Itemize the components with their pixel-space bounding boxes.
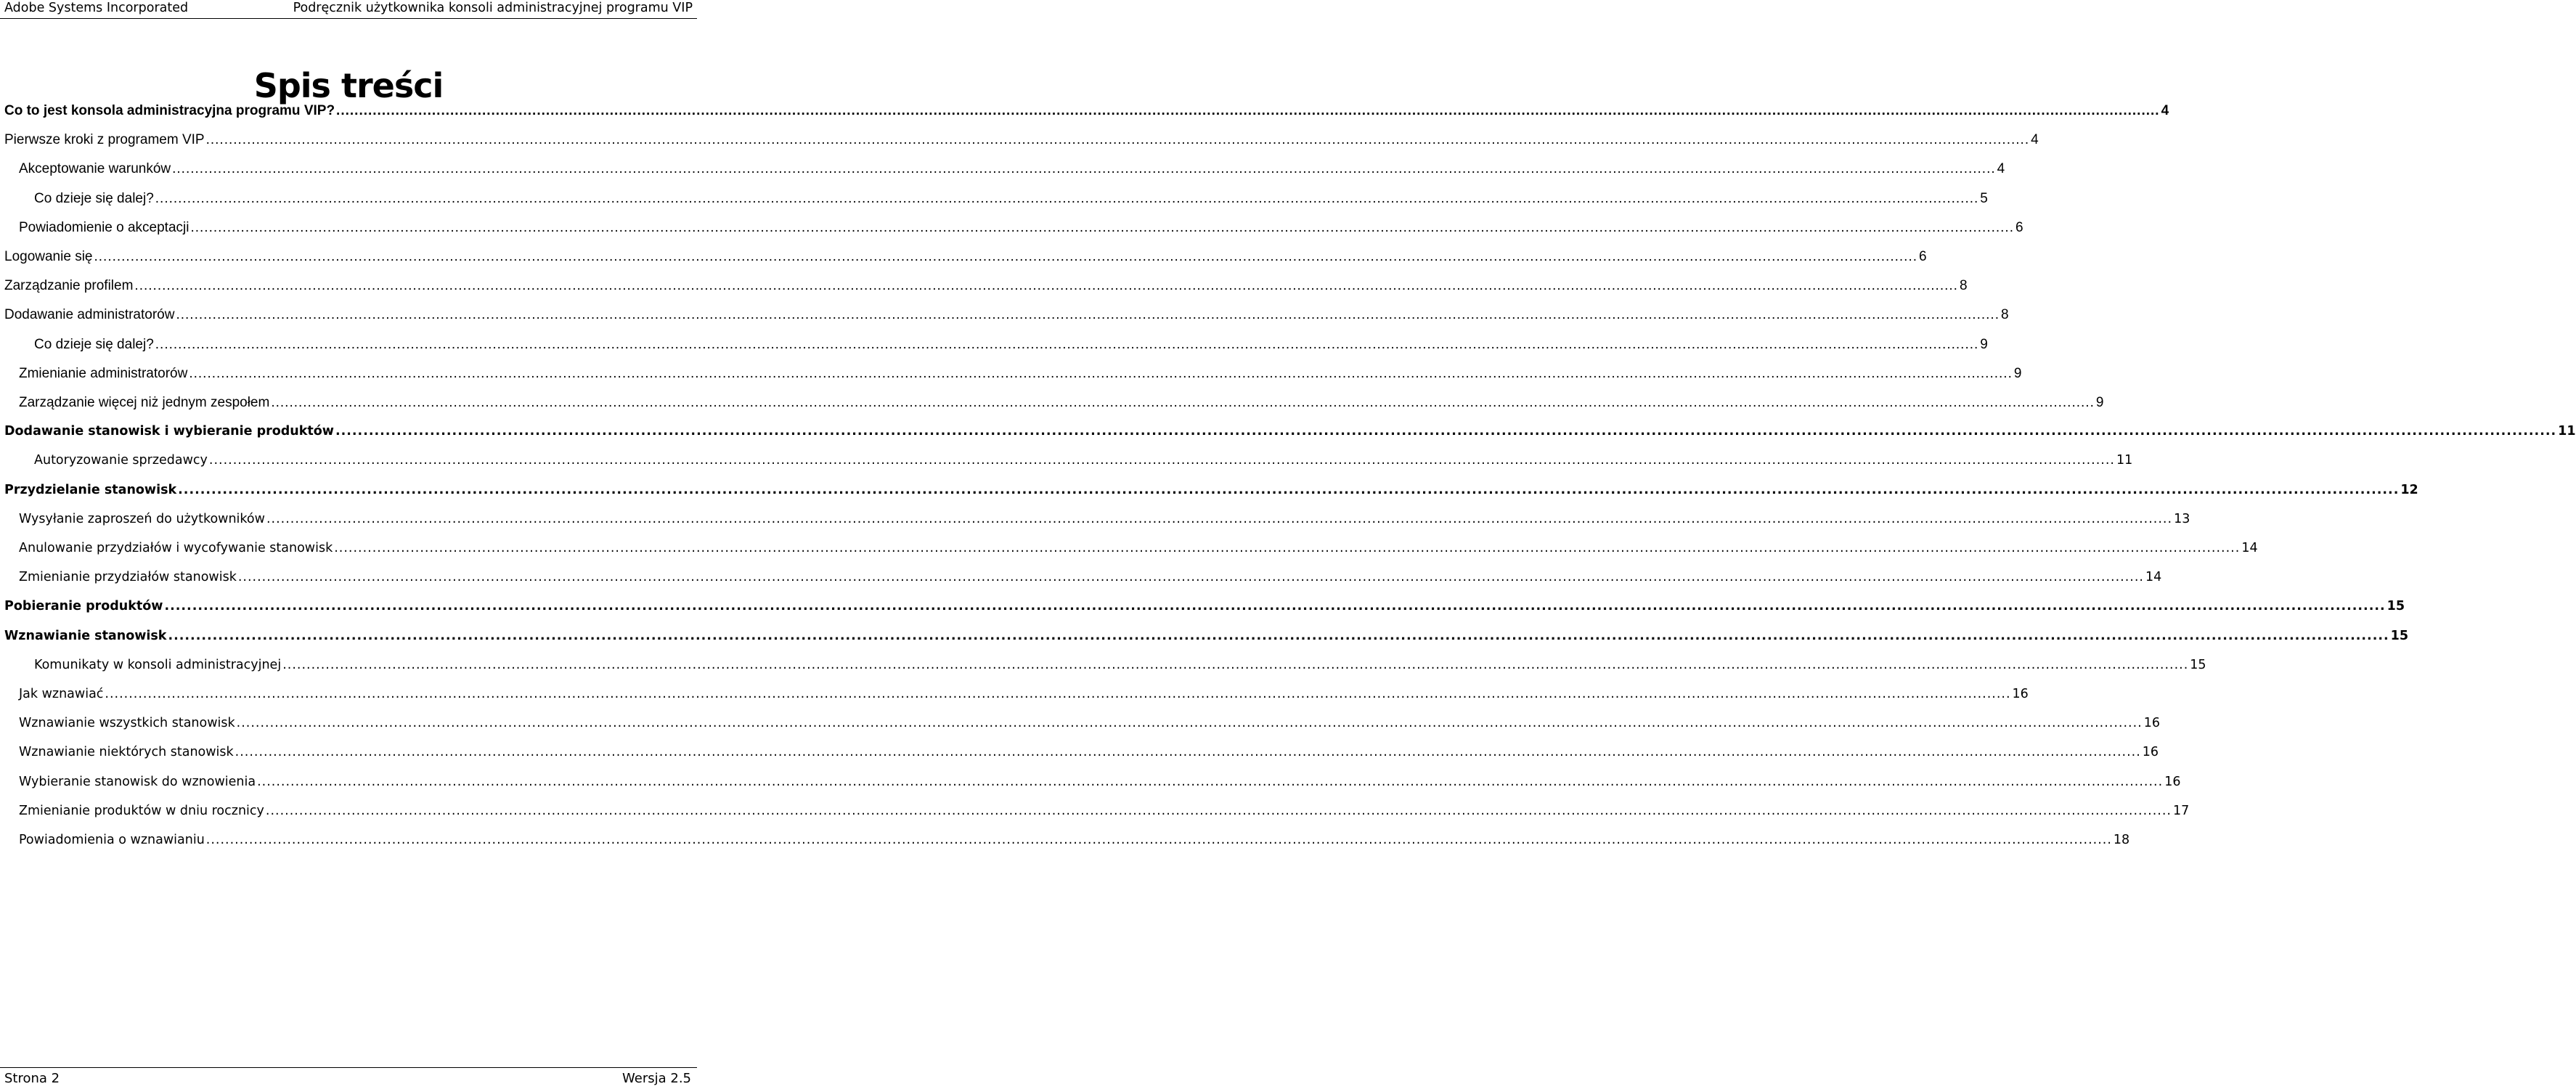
toc-dot-leader: ................................................................................................................................................................................................................................................................................................................................................................................................................ (178, 482, 2400, 497)
toc-dot-leader: ................................................................................................................................................................................................................................................................................................................................................................................................................ (164, 599, 2386, 614)
toc-entry-page: 4 (2031, 132, 2039, 148)
toc-entry[interactable] (0, 307, 2009, 336)
footer-version: Wersja 2.5 (622, 1071, 691, 1086)
toc-entry[interactable] (0, 395, 2104, 424)
toc-entry-label: Przydzielanie stanowisk (4, 482, 177, 497)
page-footer (0, 1067, 697, 1089)
page-title: Spis treści (253, 66, 444, 105)
toc-entry[interactable] (0, 511, 2190, 541)
toc-dot-leader: ................................................................................................................................................................................................................................................................................................................................................................................................................ (282, 657, 2189, 672)
toc-dot-leader: ................................................................................................................................................................................................................................................................................................................................................................................................................ (155, 190, 1979, 206)
toc-dot-leader: ................................................................................................................................................................................................................................................................................................................................................................................................................ (94, 249, 1918, 264)
toc-entry-label: Akceptowanie warunków (19, 161, 171, 177)
toc-entry[interactable] (0, 541, 2258, 570)
toc-entry[interactable] (0, 716, 2161, 745)
toc-entry[interactable] (0, 745, 2159, 774)
toc-entry-page: 15 (2387, 599, 2405, 614)
toc-entry[interactable] (0, 365, 2022, 395)
toc-dot-leader: ................................................................................................................................................................................................................................................................................................................................................................................................................ (134, 278, 1958, 294)
toc-entry[interactable] (0, 833, 2130, 862)
toc-entry-label: Jak wznawiać (19, 687, 104, 701)
toc-entry-page: 15 (2390, 628, 2408, 643)
toc-entry-page: 14 (2145, 570, 2162, 585)
toc-dot-leader: ................................................................................................................................................................................................................................................................................................................................................................................................................ (176, 307, 2000, 323)
toc-dot-leader: ................................................................................................................................................................................................................................................................................................................................................................................................................ (257, 774, 2164, 789)
footer-page-number: Strona 2 (4, 1071, 60, 1086)
toc-dot-leader: ................................................................................................................................................................................................................................................................................................................................................................................................................ (155, 336, 1979, 352)
header-company: Adobe Systems Incorporated (4, 1, 189, 15)
toc-entry-label: Co dzieje się dalej? (34, 336, 154, 352)
toc-entry-label: Wznawianie stanowisk (4, 628, 167, 643)
toc-entry-page: 16 (2012, 687, 2029, 701)
toc-entry[interactable] (0, 249, 1927, 278)
toc-entry-label: Anulowanie przydziałów i wycofywanie stanowisk (19, 541, 333, 555)
toc-dot-leader: ................................................................................................................................................................................................................................................................................................................................................................................................................ (190, 219, 2014, 235)
toc-entry-label: Zmienianie produktów w dniu rocznicy (19, 803, 264, 818)
toc-entry-page: 9 (1980, 336, 1988, 352)
toc-dot-leader: ................................................................................................................................................................................................................................................................................................................................................................................................................ (334, 541, 2241, 555)
toc-entry-page: 15 (2190, 657, 2206, 672)
toc-entry-label: Zarządzanie profilem (4, 278, 134, 294)
toc-dot-leader: ................................................................................................................................................................................................................................................................................................................................................................................................................ (237, 570, 2144, 585)
toc-dot-leader: ................................................................................................................................................................................................................................................................................................................................................................................................................ (189, 365, 2013, 381)
toc-entry[interactable] (0, 132, 2039, 161)
toc-entry-label: Pobieranie produktów (4, 599, 163, 614)
toc-entry[interactable] (0, 453, 2133, 482)
toc-entry-page: 12 (2400, 482, 2418, 497)
toc-dot-leader: ................................................................................................................................................................................................................................................................................................................................................................................................................ (105, 687, 2011, 701)
toc-dot-leader: ................................................................................................................................................................................................................................................................................................................................................................................................................ (335, 424, 2557, 439)
toc-entry[interactable] (0, 599, 2405, 628)
toc-dot-leader: ................................................................................................................................................................................................................................................................................................................................................................................................................ (235, 745, 2141, 760)
toc-entry-label: Zarządzanie więcej niż jednym zespołem (19, 395, 270, 410)
toc-entry[interactable] (0, 803, 2190, 833)
toc-entry-page: 11 (2116, 453, 2133, 468)
toc-dot-leader: ................................................................................................................................................................................................................................................................................................................................................................................................................ (208, 453, 2115, 468)
toc-dot-leader: ................................................................................................................................................................................................................................................................................................................................................................................................................ (265, 803, 2172, 818)
toc-entry-page: 16 (2142, 745, 2159, 760)
toc-entry[interactable] (0, 774, 2181, 804)
toc-entry-page: 16 (2143, 716, 2161, 731)
toc-entry[interactable] (0, 219, 2023, 249)
toc-entry-page: 17 (2172, 803, 2190, 818)
page-header (0, 0, 697, 19)
toc-entry-page: 4 (1997, 161, 2005, 177)
toc-entry-page: 9 (2013, 365, 2022, 381)
toc-dot-leader: ................................................................................................................................................................................................................................................................................................................................................................................................................ (172, 161, 1996, 177)
toc-entry-label: Wysyłanie zaproszeń do użytkowników (19, 511, 265, 526)
toc-entry[interactable] (0, 190, 1988, 220)
toc-dot-leader: ................................................................................................................................................................................................................................................................................................................................................................................................................ (168, 628, 2389, 643)
toc-entry-label: Komunikaty w konsoli administracyjnej (34, 657, 282, 672)
toc-entry-label: Co to jest konsola administracyjna programu VIP? (4, 103, 335, 118)
toc-entry[interactable] (0, 687, 2029, 716)
toc-dot-leader: ................................................................................................................................................................................................................................................................................................................................................................................................................ (266, 511, 2173, 526)
toc-entry-page: 13 (2174, 511, 2190, 526)
toc-entry-page: 6 (1919, 249, 1927, 264)
toc-entry-label: Powiadomienie o akceptacji (19, 219, 189, 235)
toc-entry-label: Wznawianie wszystkich stanowisk (19, 716, 235, 731)
toc-entry-page: 4 (2161, 103, 2169, 118)
toc-dot-leader: ................................................................................................................................................................................................................................................................................................................................................................................................................ (205, 132, 2030, 148)
toc-entry-page: 14 (2241, 541, 2258, 555)
header-document-title: Podręcznik użytkownika konsoli administracyjnej programu VIP (293, 1, 693, 15)
toc-entry[interactable] (0, 424, 2576, 453)
toc-entry[interactable] (0, 657, 2206, 687)
toc-entry-label: Dodawanie administratorów (4, 307, 175, 323)
toc-entry[interactable] (0, 570, 2162, 599)
toc-entry[interactable] (0, 278, 1968, 307)
toc-entry-page: 5 (1980, 190, 1988, 206)
toc-entry-page: 6 (2015, 219, 2023, 235)
toc-entry-page: 16 (2164, 774, 2181, 789)
toc-entry-page: 8 (2000, 307, 2009, 323)
toc-entry-label: Co dzieje się dalej? (34, 190, 154, 206)
toc-dot-leader: ................................................................................................................................................................................................................................................................................................................................................................................................................ (271, 395, 2095, 410)
toc-entry-label: Zmienianie administratorów (19, 365, 188, 381)
toc-entry[interactable] (0, 628, 2408, 658)
toc-entry-label: Dodawanie stanowisk i wybieranie produktów (4, 424, 334, 439)
toc-entry[interactable] (0, 336, 1988, 366)
toc-entry-label: Wybieranie stanowisk do wznowienia (19, 774, 256, 789)
toc-entry-page: 11 (2558, 424, 2576, 439)
toc-entry[interactable] (0, 482, 2418, 512)
toc-entry-label: Autoryzowanie sprzedawcy (34, 453, 208, 468)
toc-entry-page: 9 (2095, 395, 2104, 410)
toc-entry-label: Logowanie się (4, 249, 93, 264)
toc-dot-leader: ................................................................................................................................................................................................................................................................................................................................................................................................................ (205, 833, 2112, 847)
toc-entry-label: Zmienianie przydziałów stanowisk (19, 570, 237, 585)
toc-dot-leader: ................................................................................................................................................................................................................................................................................................................................................................................................................ (236, 716, 2143, 731)
toc-entry-label: Wznawianie niektórych stanowisk (19, 745, 234, 760)
toc-entry[interactable] (0, 103, 2169, 132)
toc-entry-label: Pierwsze kroki z programem VIP (4, 132, 205, 148)
toc-entry[interactable] (0, 161, 2005, 190)
toc-entry-page: 18 (2113, 833, 2130, 847)
toc-entry-label: Powiadomienia o wznawianiu (19, 833, 205, 847)
toc-entry-page: 8 (1959, 278, 1968, 294)
toc-dot-leader: ................................................................................................................................................................................................................................................................................................................................................................................................................ (336, 103, 2160, 118)
